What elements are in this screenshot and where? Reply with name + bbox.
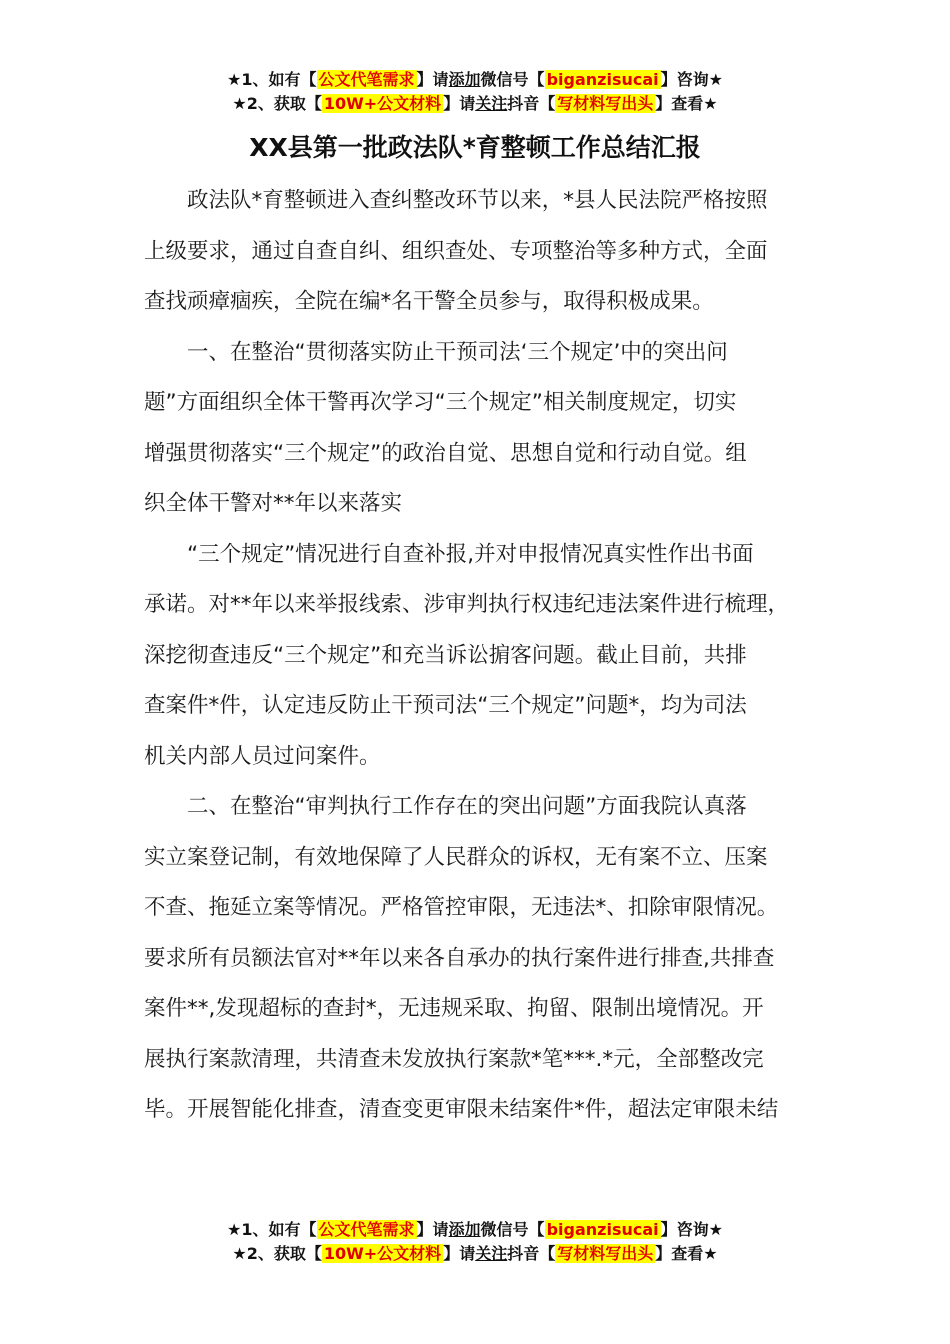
banner-highlight-douyin: 写材料写出头 <box>557 94 654 113</box>
body-line: 查找顽瘴痼疾，全院在编*名干警全员参与，取得积极成果。 <box>144 289 714 314</box>
banner-highlight-douyin: 写材料写出头 <box>557 1244 654 1263</box>
banner-text: ★2、获取【 <box>232 94 322 113</box>
document-title: XX县第一批政法队*育整顿工作总结汇报 <box>249 133 701 162</box>
banner-line-1 <box>0 68 950 92</box>
banner-text: 微信号【 <box>480 1220 545 1239</box>
body-line: 实立案登记制，有效地保障了人民群众的诉权，无有案不立、压案 <box>144 844 768 870</box>
banner-line-2 <box>0 1242 950 1266</box>
banner-underlined-text: 关注 <box>475 94 508 113</box>
banner-text: 】咨询★ <box>660 1220 723 1239</box>
body-line: 政法队*育整顿进入查纠整改环节以来，*县人民法院严格按照 <box>144 188 768 213</box>
banner-line-2 <box>0 92 950 116</box>
body-line: 机关内部人员过问案件。 <box>144 743 381 769</box>
body-line: 承诺。对**年以来举报线索、涉审判执行权违纪违法案件进行梳理， <box>144 592 790 617</box>
body-line: 深挖彻查违反“三个规定”和充当诉讼掮客问题。截止目前，共排 <box>144 642 747 668</box>
banner-text: 】请 <box>416 70 449 89</box>
bottom-banner <box>0 1218 950 1266</box>
banner-text: ★1、如有【 <box>227 70 317 89</box>
document-body <box>144 176 824 1136</box>
body-line: 案件**,发现超标的查封*，无违规采取、拘留、限制出境情况。开 <box>144 996 764 1021</box>
banner-line-1 <box>0 1218 950 1242</box>
banner-highlight-service: 公文代笔需求 <box>318 1220 415 1239</box>
banner-text: 抖音【 <box>507 1244 556 1263</box>
banner-highlight-materials: 10W+公文材料 <box>323 94 442 113</box>
body-line: 查案件*件，认定违反防止干预司法“三个规定”问题*，均为司法 <box>144 693 747 718</box>
top-banner <box>0 68 950 116</box>
banner-text: 】请 <box>416 1220 449 1239</box>
banner-text: 】请 <box>443 94 476 113</box>
banner-text: 微信号【 <box>480 70 545 89</box>
body-line: “三个规定”情况进行自查补报,并对申报情况真实性作出书面 <box>144 541 754 567</box>
banner-text: 】咨询★ <box>660 70 723 89</box>
body-line: 要求所有员额法官对**年以来各自承办的执行案件进行排查,共排查 <box>144 945 775 971</box>
banner-highlight-wechat-id: biganzisucai <box>546 1220 659 1239</box>
body-line: 不查、拖延立案等情况。严格管控审限，无违法*、扣除审限情况。 <box>144 895 779 920</box>
banner-underlined-text: 关注 <box>475 1244 508 1263</box>
body-line: 织全体干警对**年以来落实 <box>144 491 403 516</box>
body-line: 上级要求，通过自查自纠、组织查处、专项整治等多种方式，全面 <box>144 238 768 264</box>
banner-text: 抖音【 <box>507 94 556 113</box>
banner-text: 】请 <box>443 1244 476 1263</box>
body-line: 增强贯彻落实“三个规定”的政治自觉、思想自觉和行动自觉。组 <box>144 440 747 466</box>
banner-highlight-materials: 10W+公文材料 <box>323 1244 442 1263</box>
banner-text: 】查看★ <box>655 94 718 113</box>
body-line: 一、在整治“贯彻落实防止干预司法‘三个规定’中的突出问 <box>144 339 728 365</box>
body-line: 毕。开展智能化排查，清查变更审限未结案件*件，超法定审限未结 <box>144 1097 779 1122</box>
body-line: 二、在整治“审判执行工作存在的突出问题”方面我院认真落 <box>144 794 747 819</box>
banner-highlight-wechat-id: biganzisucai <box>546 70 659 89</box>
banner-highlight-service: 公文代笔需求 <box>318 70 415 89</box>
banner-underlined-text: 添加 <box>448 70 481 89</box>
banner-text: ★2、获取【 <box>232 1244 322 1263</box>
banner-underlined-text: 添加 <box>448 1220 481 1239</box>
banner-text: ★1、如有【 <box>227 1220 317 1239</box>
body-line: 展执行案款清理，共清查未发放执行案款*笔***.*元，全部整改完 <box>144 1046 764 1072</box>
banner-text: 】查看★ <box>655 1244 718 1263</box>
body-line: 题”方面组织全体干警再次学习“三个规定”相关制度规定，切实 <box>144 390 737 415</box>
